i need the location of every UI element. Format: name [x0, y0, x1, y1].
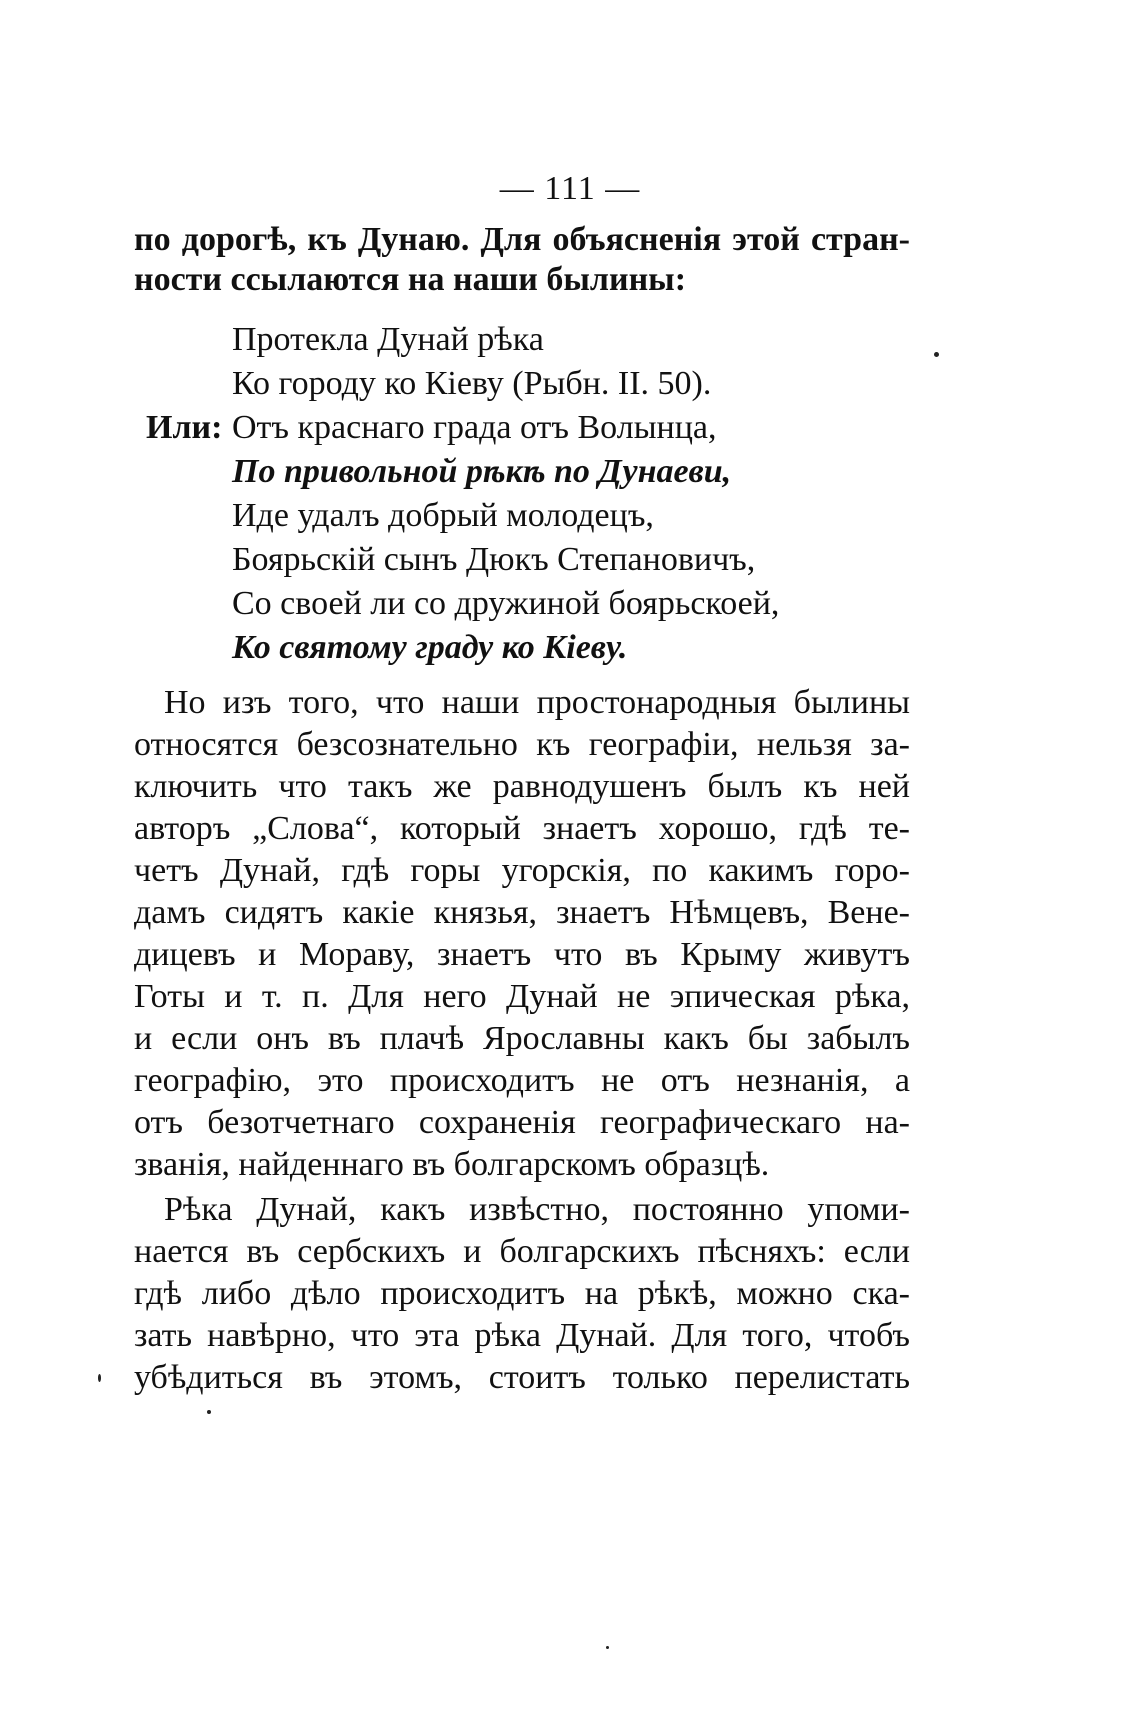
paragraph-line: географію, это происходитъ не отъ незнанія, а: [134, 1062, 910, 1099]
paragraph-line: званія, найденнаго въ болгарскомъ образцѣ.: [134, 1146, 770, 1183]
paragraph-line: Рѣка Дунай, какъ извѣстно, постоянно упоми-: [164, 1191, 910, 1228]
page-number: — 111 —: [499, 170, 641, 207]
paragraph-line: и если онъ въ плачѣ Ярославны какъ бы забылъ: [134, 1020, 910, 1057]
scan-speck: [606, 1646, 609, 1649]
paragraph-line: Но изъ того, что наши простонародныя былины: [164, 684, 910, 721]
paragraph-line: четъ Дунай, гдѣ горы угорскія, по какимъ горо-: [134, 852, 910, 889]
paragraph-line: дамъ сидятъ какіе князья, знаетъ Нѣмцевъ, Вене-: [134, 894, 910, 931]
paragraph-line: гдѣ либо дѣло происходитъ на рѣкѣ, можно ска-: [134, 1275, 910, 1312]
text-line: по дорогѣ, къ Дунаю. Для объясненія этой стран-: [134, 221, 910, 258]
verse-line-italic: Ко святому граду ко Кіеву.: [232, 629, 628, 666]
verse-line: Отъ краснаго града отъ Волынца,: [232, 409, 717, 446]
verse-line: Протекла Дунай рѣка: [232, 321, 544, 358]
scan-speck: [98, 1374, 101, 1382]
verse-line: Со своей ли со дружиной боярьскоей,: [232, 585, 780, 622]
scan-speck: [934, 352, 939, 357]
verse-line-italic: По привольной рѣкѣ по Дунаеви,: [232, 453, 732, 490]
paragraph-line: зать навѣрно, что эта рѣка Дунай. Для того, чтобъ: [134, 1317, 910, 1354]
paragraph-line: убѣдиться въ этомъ, стоитъ только перелистать: [134, 1359, 910, 1396]
paragraph-line: ключить что такъ же равнодушенъ былъ къ ней: [134, 768, 910, 805]
verse-line: Иде удалъ добрый молодецъ,: [232, 497, 654, 534]
paragraph-line: дицевъ и Мораву, знаетъ что въ Крыму живутъ: [134, 936, 910, 973]
scan-speck: [207, 1410, 211, 1414]
verse-label: Или:: [146, 409, 223, 446]
verse-line: Боярьскій сынъ Дюкъ Степановичъ,: [232, 541, 756, 578]
paragraph-line: нается въ сербскихъ и болгарскихъ пѣсняхъ: если: [134, 1233, 910, 1270]
paragraph-line: относятся безсознательно къ географіи, нельзя за-: [134, 726, 910, 763]
paragraph-line: отъ безотчетнаго сохраненія географическаго на-: [134, 1104, 910, 1141]
paragraph-line: Готы и т. п. Для него Дунай не эпическая рѣка,: [134, 978, 910, 1015]
verse-line: Ко городу ко Кіеву (Рыбн. II. 50).: [232, 365, 712, 402]
text-line: ности ссылаются на наши былины:: [134, 261, 687, 298]
paragraph-line: авторъ „Слова“, который знаетъ хорошо, гдѣ те-: [134, 810, 910, 847]
